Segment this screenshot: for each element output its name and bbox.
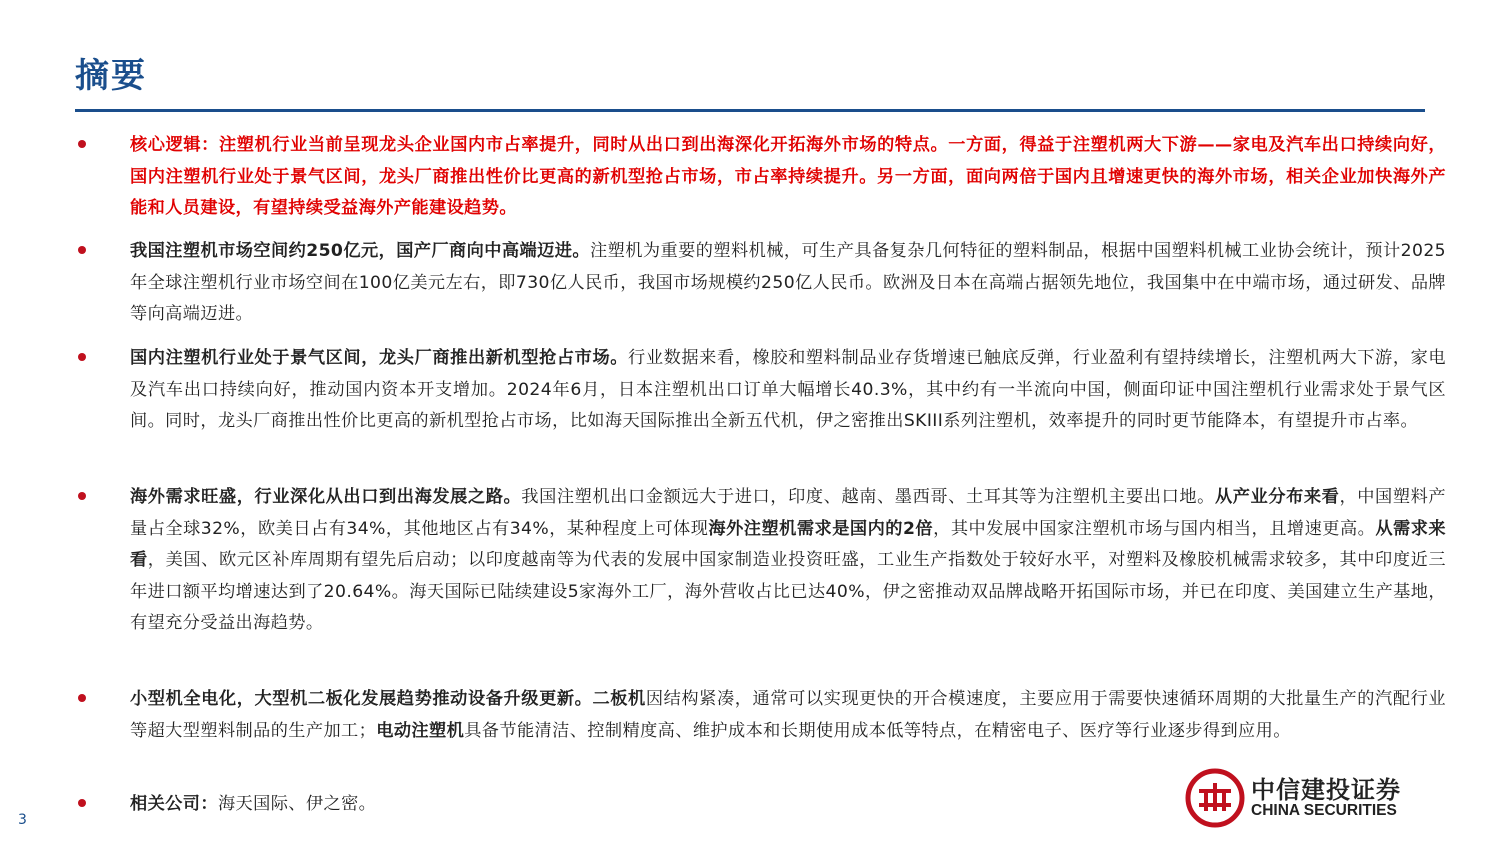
paragraph-body: 海天国际、伊之密。 xyxy=(217,794,377,814)
paragraph-emphasis: 海外注塑机需求是国内的2倍 xyxy=(708,518,934,539)
citic-logo-icon xyxy=(1185,768,1245,828)
paragraph-text: ，其中发展中国家注塑机市场与国内相当，且增速更高。 xyxy=(933,518,1376,539)
paragraph-text: ，美国、欧元区补库周期有望先后启动；以印度越南等为代表的发展中国家制造业投资旺盛，工业生产指数处于较好水平，对塑料及橡胶机械需求较多，其中印度近三年进口额平均增速达到了20.64%。海天国际已陆续建设5家海外工厂，海外营收占比已达40%，伊之密推动双品牌战略开拓国际市场，并已在印度、美国建立生产基地，有望充分受益出海趋势。 xyxy=(130,550,1446,633)
paragraph-lead: 小型机全电化，大型机二板化发展趋势推动设备升级更新。 xyxy=(130,689,593,709)
core-logic-text: 核心逻辑：注塑机行业当前呈现龙头企业国内市占率提升，同时从出口到出海深化开拓海外市场的特点。一方面，得益于注塑机两大下游——家电及汽车出口持续向好，国内注塑机行业处于景气区间，龙头厂商推出性价比更高的新机型抢占市场，市占率持续提升。另一方面，面向两倍于国内且增速更快的海外市场，相关企业加快海外产能和人员建设，有望持续受益海外产能建设趋势。 xyxy=(130,135,1446,218)
bullet-dot xyxy=(78,353,86,361)
paragraph-lead: 国内注塑机行业处于景气区间，龙头厂商推出新机型抢占市场。 xyxy=(130,348,629,368)
page-title: 摘要 xyxy=(75,56,147,96)
paragraph-emphasis: 二板机 xyxy=(592,689,646,709)
paragraph-market-size xyxy=(130,236,1446,331)
paragraph-lead: 海外需求旺盛，行业深化从出口到出海发展之路。 xyxy=(130,487,522,507)
logo-chinese-name: 中信建投证券 xyxy=(1251,776,1401,804)
paragraph-lead: 相关公司： xyxy=(130,794,218,814)
bullet-dot xyxy=(78,799,86,807)
paragraph-body: 行业数据来看，橡胶和塑料制品业存货增速已触底反弹，行业盈利有望持续增长，注塑机两大下游，家电及汽车出口持续向好，推动国内资本开支增加。2024年6月，日本注塑机出口订单大幅增长40.3%，其中约有一半流向中国，侧面印证中国注塑机行业需求处于景气区间。同时，龙头厂商推出性价比更高的新机型抢占市场，比如海天国际推出全新五代机，伊之密推出SKIII系列注塑机，效率提升的同时更节能降本，有望提升市占率。 xyxy=(130,348,1447,431)
paragraph-related-companies xyxy=(130,789,1030,821)
paragraph-emphasis: 电动注塑机 xyxy=(376,720,465,741)
paragraph-text: 具备节能清洁、控制精度高、维护成本和长期使用成本低等特点，在精密电子、医疗等行业逐步得到应用。 xyxy=(464,720,1291,741)
paragraph-domestic-boom xyxy=(130,343,1446,438)
company-logo xyxy=(1185,768,1435,828)
logo-english-name: CHINA SECURITIES xyxy=(1251,802,1397,819)
bullet-dot xyxy=(78,246,86,254)
paragraph-body: 注塑机为重要的塑料机械，可生产具备复杂几何特征的塑料制品，根据中国塑料机械工业协会统计，预计2025年全球注塑机行业市场空间在100亿美元左右，即730亿人民币，我国市场规模约250亿人民币。欧洲及日本在高端占据领先地位，我国集中在中端市场，通过研发、品牌等向高端迈进。 xyxy=(130,241,1446,324)
paragraph-text: ，中国塑料产量占全球32%，欧美日占有34%，其他地区占有34%，某种程度上可体现 xyxy=(130,487,1446,539)
bullet-dot xyxy=(78,140,86,148)
paragraph-upgrade-trend xyxy=(130,684,1446,747)
paragraph-lead: 我国注塑机市场空间约250亿元，国产厂商向中高端迈进。 xyxy=(130,241,591,261)
paragraph-overseas-demand xyxy=(130,482,1446,640)
paragraph-text: 因结构紧凑，通常可以实现更快的开合模速度，主要应用于需要快速循环周期的大批量生产的汽配行业等超大型塑料制品的生产加工； xyxy=(130,689,1446,741)
paragraph-emphasis: 从产业分布来看 xyxy=(1214,487,1340,507)
paragraph-core-logic xyxy=(130,130,1446,225)
title-divider xyxy=(75,109,1425,112)
paragraph-emphasis: 从需求来看 xyxy=(130,518,1446,570)
paragraph-text: 我国注塑机出口金额远大于进口，印度、越南、墨西哥、土耳其等为注塑机主要出口地。 xyxy=(521,487,1215,507)
bullet-dot xyxy=(78,492,86,500)
bullet-dot xyxy=(78,694,86,702)
page-number: 3 xyxy=(18,812,27,828)
